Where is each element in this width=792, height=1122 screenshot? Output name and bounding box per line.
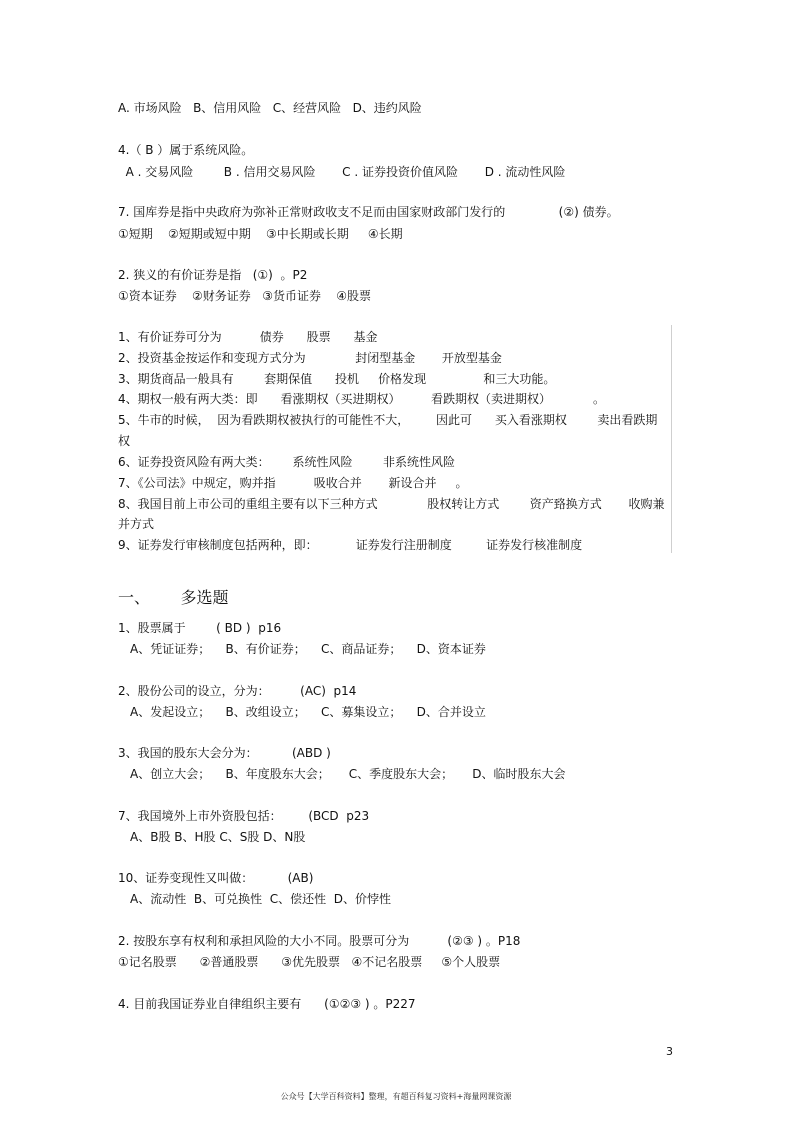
options-line: A、创立大会； B、年度股东大会； C、季度股东大会； D、临时股东大会 <box>130 767 566 781</box>
page-number: 3 <box>666 1045 673 1058</box>
top-line: A . 交易风险 B . 信用交易风险 C . 证券投资价值风险 D . 流动性风险 <box>118 165 566 179</box>
top-line: ①短期 ②短期或短中期 ③中长期或长期 ④长期 <box>118 227 403 241</box>
section-heading: 一、 多选题 <box>118 588 229 607</box>
top-line: 2. 狭义的有价证券是指 (①) 。P2 <box>118 268 308 282</box>
top-line: A. 市场风险 B、信用风险 C、经营风险 D、违约风险 <box>118 101 422 115</box>
footer-note: 公众号【大学百科资料】整理，有超百科复习资料+海量网课资源 <box>280 1092 512 1101</box>
fill-line: 并方式 <box>118 517 155 531</box>
options-line: A、凭证证券； B、有价证券； C、商品证券； D、资本证券 <box>130 642 486 656</box>
fill-line: 权 <box>118 434 131 448</box>
question-line: 10、证券变现性又叫做： (AB) <box>118 871 314 885</box>
fill-line: 2、投资基金按运作和变现方式分为 封闭型基金 开放型基金 <box>118 351 502 365</box>
options-line: A、流动性 B、可兑换性 C、偿还性 D、价悖性 <box>130 892 391 906</box>
fill-line: 9、证券发行审核制度包括两种，即： 证券发行注册制度 证券发行核准制度 <box>118 538 583 552</box>
question-line: 7、我国境外上市外资股包括： (BCD p23 <box>118 809 370 823</box>
top-line: ①资本证券 ②财务证券 ③货币证券 ④股票 <box>118 289 371 303</box>
fill-line: 5、牛市的时候， 因为看跌期权被执行的可能性不大， 因此可 买入看涨期权 卖出看跌期 <box>118 413 658 427</box>
options-line: ①记名股票 ②普通股票 ③优先股票 ④不记名股票 ⑤个人股票 <box>118 955 501 969</box>
question-line: 2、股份公司的设立，分为： (AC) p14 <box>118 684 357 698</box>
fill-line: 6、证券投资风险有两大类： 系统性风险 非系统性风险 <box>118 455 456 469</box>
top-line: 7. 国库券是指中央政府为弥补正常财政收支不足而由国家财政部门发行的 (②) 债券。 <box>118 205 619 219</box>
question-line: 2. 按股东享有权利和承担风险的大小不同。股票可分为 (②③ ) 。P18 <box>118 934 521 948</box>
options-line: A、发起设立； B、改组设立； C、募集设立； D、合并设立 <box>130 705 486 719</box>
options-line: A、B股 B、H股 C、S股 D、N股 <box>130 830 306 844</box>
question-line: 1、股票属于 ( BD ) p16 <box>118 621 282 635</box>
fill-line: 3、期货商品一般具有 套期保值 投机 价格发现 和三大功能。 <box>118 372 556 386</box>
fill-line: 4、期权一般有两大类：即 看涨期权（买进期权） 看跌期权（卖进期权） 。 <box>118 392 605 406</box>
fill-line: 1、有价证券可分为 债券 股票 基金 <box>118 330 378 344</box>
question-line: 3、我国的股东大会分为： (ABD ) <box>118 746 331 760</box>
fill-line: 7、《公司法》中规定，购并指 吸收合并 新设合并 。 <box>118 476 468 490</box>
top-line: 4.（ B ）属于系统风险。 <box>118 143 254 157</box>
fill-line: 8、我国目前上市公司的重组主要有以下三种方式 股权转让方式 资产臵换方式 收购兼 <box>118 497 665 511</box>
fill-blank-frame-line <box>671 325 672 553</box>
question-line: 4. 目前我国证券业自律组织主要有 (①②③ ) 。P227 <box>118 997 416 1011</box>
